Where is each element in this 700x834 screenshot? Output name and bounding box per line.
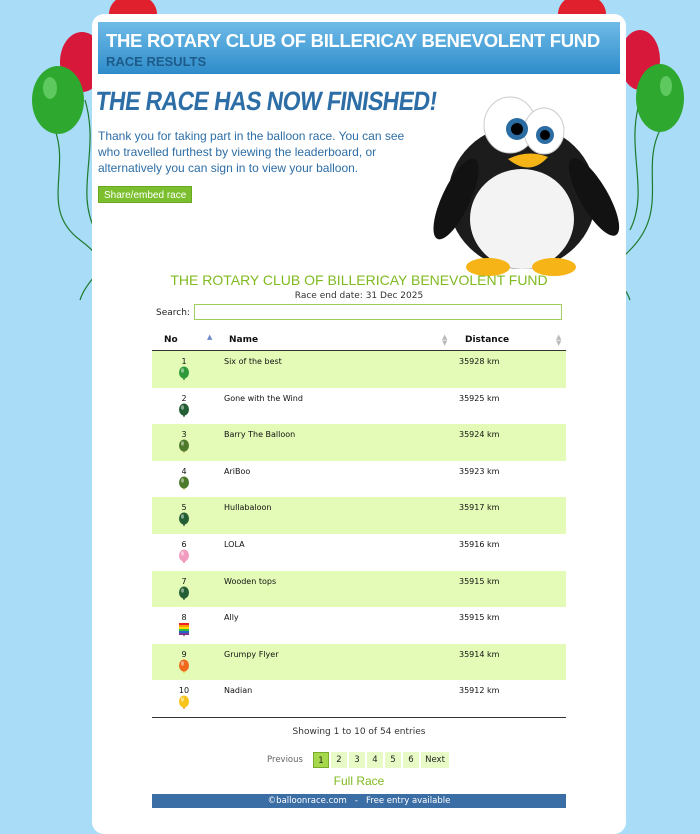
duck-balloon-icon xyxy=(178,695,190,712)
row-number: 5 xyxy=(181,503,187,513)
distance-value: 35924 km xyxy=(459,430,500,440)
table-row xyxy=(152,351,566,388)
intro-text: Thank you for taking part in the balloon race. You can see who travelled furthest by viewing the leaderboard, or alternatively you can sign in to view your balloon. xyxy=(98,129,405,175)
distance-value: 35915 km xyxy=(459,613,500,623)
distance-value: 35928 km xyxy=(459,357,500,366)
table-row xyxy=(152,461,566,498)
balloon-name[interactable]: Grumpy Flyer xyxy=(224,649,279,659)
row-number: 9 xyxy=(181,649,187,659)
dark-green-balloon-icon xyxy=(178,512,190,529)
balloon-name[interactable]: Ally xyxy=(224,613,239,623)
balloon-name[interactable]: Nadian xyxy=(224,686,253,696)
green-balloon-icon xyxy=(178,366,190,383)
pagination-page-4[interactable]: 4 xyxy=(367,752,383,768)
column-header-no[interactable]: No xyxy=(164,335,178,345)
orange-balloon-icon xyxy=(178,659,190,676)
pagination-page-5[interactable]: 5 xyxy=(385,752,401,768)
row-number: 2 xyxy=(181,393,187,403)
green-balloon-right-shine xyxy=(660,76,672,96)
race-title: THE ROTARY CLUB OF BILLERICAY BENEVOLENT FUND xyxy=(170,272,548,288)
row-number: 10 xyxy=(178,686,190,696)
table-row xyxy=(152,424,566,461)
column-header-distance[interactable]: Distance xyxy=(465,335,510,345)
pagination-page-2[interactable]: 2 xyxy=(331,752,347,768)
content-panel xyxy=(92,14,626,834)
table-divider xyxy=(152,717,566,718)
distance-value: 35914 km xyxy=(459,649,500,659)
table-body xyxy=(152,351,566,717)
pagination-page-6[interactable]: 6 xyxy=(403,752,419,768)
row-number: 8 xyxy=(181,613,187,623)
pagination-next[interactable]: Next xyxy=(421,752,449,768)
distance-value: 35915 km xyxy=(459,576,500,586)
row-number: 6 xyxy=(181,539,187,549)
search-label: Search: xyxy=(156,308,190,318)
race-results-subtitle: RACE RESULTS xyxy=(106,54,207,69)
distance-value: 35917 km xyxy=(459,503,500,513)
green-balloon-left-shine xyxy=(43,77,57,99)
dark-green-balloon-icon xyxy=(178,586,190,603)
character-balloon-icon xyxy=(178,439,190,456)
table-row xyxy=(152,497,566,534)
club-title: THE ROTARY CLUB OF BILLERICAY BENEVOLENT FUND xyxy=(106,30,600,51)
search-input[interactable] xyxy=(194,304,562,320)
balloon-name[interactable]: Barry The Balloon xyxy=(224,430,296,440)
balloon-name[interactable]: Hullabaloon xyxy=(224,503,272,513)
row-number: 7 xyxy=(181,576,187,586)
row-number: 4 xyxy=(181,466,187,476)
full-race-link[interactable]: Full Race xyxy=(333,774,385,788)
pagination-page-1[interactable]: 1 xyxy=(313,752,329,768)
header-banner xyxy=(98,22,620,74)
green-balloon-left xyxy=(32,66,84,134)
entries-info: Showing 1 to 10 of 54 entries xyxy=(292,727,426,737)
penguin-mascot-icon xyxy=(422,79,622,279)
race-finished-heading: THE RACE HAS NOW FINISHED! xyxy=(93,86,439,116)
sort-both-icon[interactable]: ▲ ▼ xyxy=(442,333,448,347)
green-balloon-right xyxy=(636,64,684,132)
race-end-date: Race end date: 31 Dec 2025 xyxy=(294,291,424,301)
footer-bar: ©balloonrace.com - Free entry available xyxy=(152,794,566,808)
table-row xyxy=(152,644,566,681)
rainbow-balloon-icon xyxy=(178,622,190,639)
table-header xyxy=(152,330,566,351)
table-row xyxy=(152,680,566,717)
sort-both-icon[interactable]: ▲ ▼ xyxy=(556,333,562,347)
distance-value: 35912 km xyxy=(459,686,500,696)
pink-balloon-icon xyxy=(178,549,190,566)
pagination-previous[interactable]: Previous xyxy=(267,755,303,765)
row-number: 1 xyxy=(181,357,187,366)
sort-asc-icon[interactable]: ▲ xyxy=(207,333,213,341)
share-embed-button[interactable]: Share/embed race xyxy=(98,186,192,203)
table-row xyxy=(152,571,566,608)
distance-value: 35916 km xyxy=(459,539,500,549)
balloon-name[interactable]: Gone with the Wind xyxy=(224,393,303,403)
table-row xyxy=(152,388,566,425)
balloon-name[interactable]: LOLA xyxy=(224,539,245,549)
leaderboard-table xyxy=(152,330,566,718)
table-row xyxy=(152,607,566,644)
balloon-name[interactable]: AriBoo xyxy=(224,466,251,476)
character-balloon-icon xyxy=(178,476,190,493)
distance-value: 35925 km xyxy=(459,393,500,403)
column-header-name[interactable]: Name xyxy=(229,335,259,345)
balloon-name[interactable]: Six of the best xyxy=(224,357,282,366)
dark-green-balloon-icon xyxy=(178,403,190,420)
table-row xyxy=(152,534,566,571)
pagination-page-3[interactable]: 3 xyxy=(349,752,365,768)
distance-value: 35923 km xyxy=(459,466,500,476)
balloon-name[interactable]: Wooden tops xyxy=(224,576,277,586)
row-number: 3 xyxy=(181,430,187,440)
